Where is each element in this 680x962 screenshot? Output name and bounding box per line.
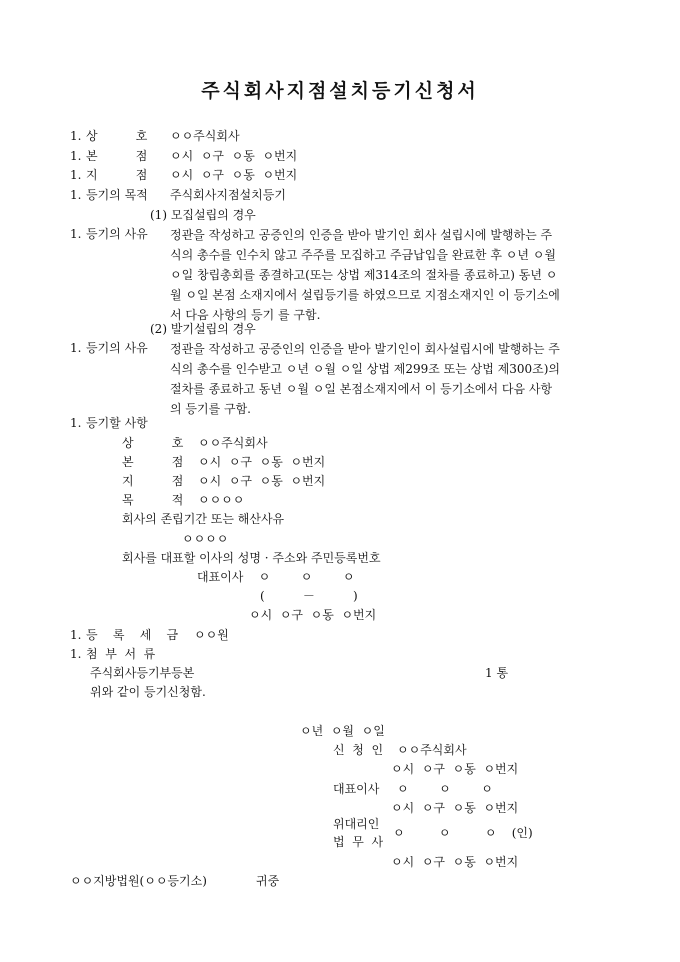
tax-row bbox=[70, 626, 229, 645]
bullet: 1. bbox=[70, 416, 82, 430]
bullet: 1. bbox=[70, 341, 82, 355]
matters-head-office-label: 본 점 bbox=[122, 455, 184, 469]
bullet: 1. bbox=[70, 129, 82, 143]
attachments-row bbox=[70, 645, 156, 664]
header-branch-row bbox=[70, 166, 298, 185]
case1-reason-label-row bbox=[70, 225, 148, 244]
case2-reason-label-row bbox=[70, 339, 148, 358]
bullet: 1. bbox=[70, 647, 82, 661]
case1-reason-line: ㅇ일 창립총회를 종결하고(또는 상법 제314조의 절차를 종료하고) 동년 ㅇ bbox=[170, 268, 558, 282]
case2-reason-line: 식의 총수를 인수받고 ㅇ년 ㅇ월 ㅇ일 상법 제299조 또는 상법 제300조)의 bbox=[170, 362, 561, 376]
bullet: 1. bbox=[70, 227, 82, 241]
matters-company-value: ㅇㅇ주식회사 bbox=[198, 436, 268, 450]
attachment-item: 주식회사등기부등본 bbox=[90, 666, 195, 680]
closing-statement: 위와 같이 등기신청함. bbox=[90, 685, 206, 699]
applicant-rep-name: ㅇ ㅇ ㅇ bbox=[397, 782, 493, 796]
case2-reason-line: 정관을 작성하고 공증인의 인증을 받아 발기인이 회사설립시에 발행하는 주 bbox=[170, 342, 560, 356]
case2-heading: (2) 발기설립의 경우 bbox=[150, 322, 256, 336]
matters-purpose-value: ㅇㅇㅇㅇ bbox=[198, 493, 245, 507]
applicant-name: ㅇㅇ주식회사 bbox=[397, 743, 467, 757]
agent-name: ㅇ ㅇ ㅇ (인) bbox=[393, 826, 533, 840]
attachment-count: 1 통 bbox=[485, 666, 509, 680]
bullet: 1. bbox=[70, 168, 82, 182]
matters-purpose-row bbox=[122, 491, 245, 510]
branch-label: 지 점 bbox=[86, 168, 148, 182]
matters-branch-value: ㅇ시 ㅇ구 ㅇ동 ㅇ번지 bbox=[198, 474, 326, 488]
purpose-label: 등기의 목적 bbox=[86, 188, 148, 202]
header-company-row bbox=[70, 127, 240, 146]
head-office-value: ㅇ시 ㅇ구 ㅇ동 ㅇ번지 bbox=[170, 149, 298, 163]
attachments-label: 첨 부 서 류 bbox=[86, 647, 156, 661]
matters-rep-id: ( － ) bbox=[260, 589, 358, 603]
matters-duration-label: 회사의 존립기간 또는 해산사유 bbox=[122, 512, 285, 526]
matters-rep-name: 대표이사 ㅇ ㅇ ㅇ bbox=[197, 570, 355, 584]
matters-company-label: 상 호 bbox=[122, 436, 184, 450]
agent-label-2: 법 무 사 bbox=[333, 835, 384, 849]
document-title: 주식회사지점설치등기신청서 bbox=[201, 80, 479, 102]
matters-rep-label: 회사를 대표할 이사의 성명 · 주소와 주민등록번호 bbox=[122, 551, 381, 565]
applicant-rep-address: ㅇ시 ㅇ구 ㅇ동 ㅇ번지 bbox=[391, 801, 519, 815]
case1-reason-text bbox=[170, 225, 613, 325]
header-head-office-row bbox=[70, 147, 298, 166]
case2-reason-label: 등기의 사유 bbox=[86, 341, 148, 355]
recipient-court: ㅇㅇ지방법원(ㅇㅇ등기소) bbox=[70, 874, 207, 888]
matters-branch-label: 지 점 bbox=[122, 474, 184, 488]
bullet: 1. bbox=[70, 149, 82, 163]
branch-value: ㅇ시 ㅇ구 ㅇ동 ㅇ번지 bbox=[170, 168, 298, 182]
case1-reason-line: 서 다음 사항의 등기 를 구함. bbox=[170, 308, 321, 322]
recipient-suffix: 귀중 bbox=[256, 874, 280, 888]
agent-address: ㅇ시 ㅇ구 ㅇ동 ㅇ번지 bbox=[391, 855, 519, 869]
company-value: ㅇㅇ주식회사 bbox=[170, 129, 240, 143]
agent-label-1: 위대리인 bbox=[333, 817, 380, 831]
applicant-rep-label: 대표이사 bbox=[333, 782, 380, 796]
case1-reason-line: 정관을 작성하고 공증인의 인증을 받아 발기인 회사 설립시에 발행하는 주 bbox=[170, 228, 553, 242]
tax-value: ㅇㅇ원 bbox=[194, 628, 229, 642]
matters-heading-row bbox=[70, 414, 148, 433]
matters-head-office-row bbox=[122, 453, 326, 472]
purpose-value: 주식회사지점설치등기 bbox=[170, 188, 286, 202]
case2-reason-line: 절차를 종료하고 동년 ㅇ월 ㅇ일 본점소재지에서 이 등기소에서 다음 사항 bbox=[170, 382, 553, 396]
matters-heading: 등기할 사항 bbox=[86, 416, 148, 430]
matters-duration-value: ㅇㅇㅇㅇ bbox=[182, 532, 229, 546]
case1-reason-line: 월 ㅇ일 본점 소재지에서 설립등기를 하였으므로 지점소재지인 이 등기소에 bbox=[170, 288, 560, 302]
application-date: ㅇ년 ㅇ월 ㅇ일 bbox=[300, 724, 385, 738]
matters-purpose-label: 목 적 bbox=[122, 493, 184, 507]
matters-rep-address: ㅇ시 ㅇ구 ㅇ동 ㅇ번지 bbox=[249, 608, 377, 622]
matters-branch-row bbox=[122, 472, 326, 491]
applicant-label: 신 청 인 bbox=[333, 743, 384, 757]
recipient-row bbox=[70, 872, 280, 891]
bullet: 1. bbox=[70, 628, 82, 642]
applicant-address: ㅇ시 ㅇ구 ㅇ동 ㅇ번지 bbox=[391, 762, 519, 776]
case1-reason-label: 등기의 사유 bbox=[86, 227, 148, 241]
matters-head-office-value: ㅇ시 ㅇ구 ㅇ동 ㅇ번지 bbox=[198, 455, 326, 469]
bullet: 1. bbox=[70, 188, 82, 202]
head-office-label: 본 점 bbox=[86, 149, 148, 163]
case2-reason-text bbox=[170, 339, 613, 419]
case1-heading: (1) 모집설립의 경우 bbox=[150, 208, 256, 222]
company-label: 상 호 bbox=[86, 129, 148, 143]
case1-reason-line: 식의 총수를 인수치 않고 주주를 모집하고 주금납입을 완료한 후 ㅇ년 ㅇ월 bbox=[170, 248, 556, 262]
matters-company-row bbox=[122, 434, 268, 453]
tax-label: 등 록 세 금 bbox=[86, 628, 179, 642]
header-purpose-row bbox=[70, 186, 286, 205]
case2-reason-line: 의 등기를 구함. bbox=[170, 402, 251, 416]
